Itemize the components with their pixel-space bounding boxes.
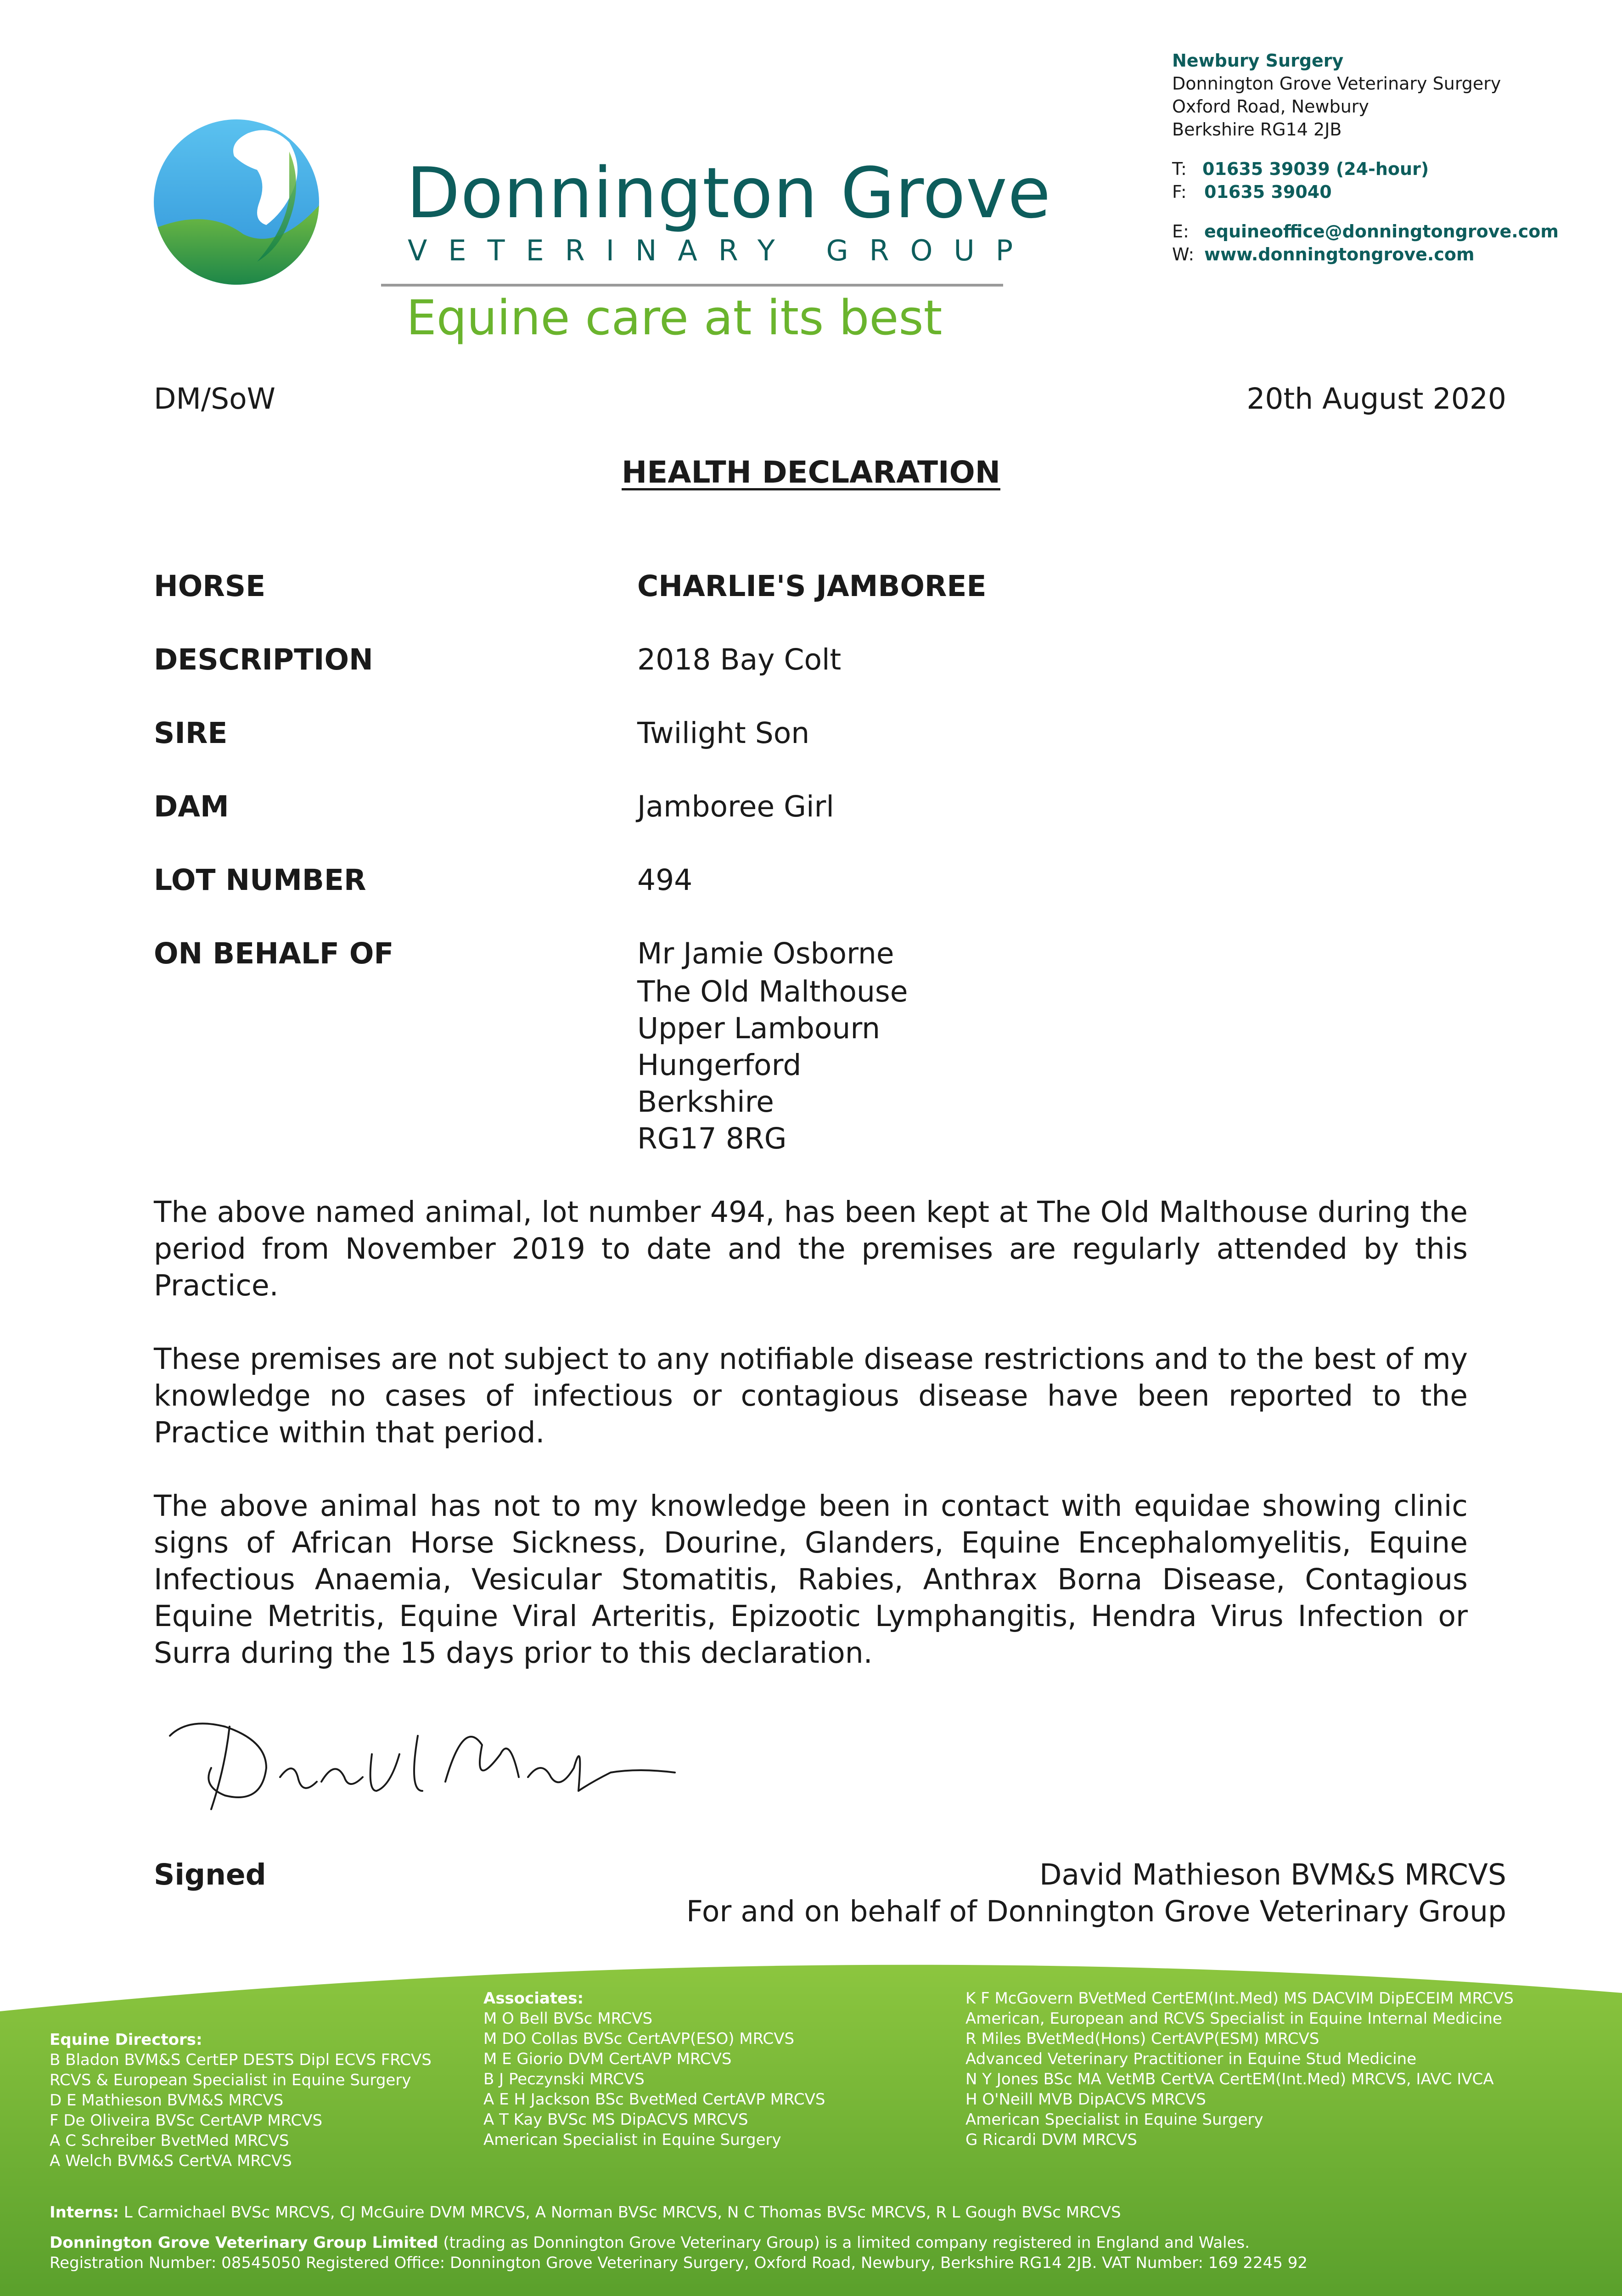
document-title-text: HEALTH DECLARATION (622, 455, 1000, 490)
brand-subtitle: VETERINARY GROUP (408, 234, 1034, 267)
footer-associate: M E Giorio DVM CertAVP MRCVS (483, 2050, 732, 2068)
reference: DM/SoW (154, 382, 275, 416)
website-link[interactable]: www.donningtongrove.com (1204, 244, 1475, 264)
brand-name: Donnington Grove (406, 152, 1051, 234)
footer-interns (50, 2202, 1121, 2223)
footer-associates-2 (965, 1988, 1514, 2150)
field-value-dam: Jamboree Girl (637, 790, 834, 823)
footer-company (50, 2233, 1250, 2253)
address-line: Oxford Road, Newbury (1172, 96, 1369, 117)
footer-company-name: Donnington Grove Veterinary Group Limited (50, 2234, 438, 2252)
footer-director: F De Oliveira BVSc CertAVP MRCVS (50, 2111, 323, 2130)
behalf-address-line: Hungerford (637, 1048, 802, 1082)
fax-number: 01635 39040 (1204, 182, 1332, 202)
letter-date: 20th August 2020 (1246, 382, 1506, 416)
declaration-paragraph: These premises are not subject to any notifiable disease restrictions and to the best of my knowledge no cases of infectious or contagious disease have been reported to the Practice within that period. (154, 1342, 1468, 1449)
address-line: Donnington Grove Veterinary Surgery (1172, 73, 1501, 94)
telephone-number: 01635 39039 (24-hour) (1202, 159, 1429, 179)
footer-registration: Registration Number: 08545050 Registered Office: Donnington Grove Veterinary Surgery, Oxford Road, Newbury, Berkshire RG14 2JB. VAT Number: 169 2245 92 (50, 2254, 1308, 2272)
signatory-behalf: For and on behalf of Donnington Grove Veterinary Group (686, 1895, 1506, 1928)
brand-tagline: Equine care at its best (406, 290, 943, 346)
signed-label: Signed (154, 1858, 266, 1891)
field-value-on-behalf-of: Mr Jamie Osborne (637, 937, 894, 970)
footer-associates (483, 1988, 825, 2150)
footer-associate: N Y Jones BSc MA VetMB CertVA CertEM(Int.Med) MRCVS, IAVC IVCA (965, 2070, 1494, 2088)
footer-associate: B J Peczynski MRCVS (483, 2070, 645, 2088)
footer-associate: A E H Jackson BSc BvetMed CertAVP MRCVS (483, 2090, 825, 2109)
field-value-horse: CHARLIE'S JAMBOREE (637, 569, 987, 603)
email (1172, 220, 1559, 242)
telephone-label: T: (1172, 159, 1187, 179)
behalf-address (637, 974, 908, 1157)
field-value-description: 2018 Bay Colt (637, 643, 842, 676)
footer-interns-list: L Carmichael BVSc MRCVS, CJ McGuire DVM MRCVS, A Norman BVSc MRCVS, N C Thomas BVSc MRCVS, R L Gough BVSc MRCVS (123, 2203, 1121, 2222)
footer-director: A Welch BVM&S CertVA MRCVS (50, 2152, 292, 2170)
footer-director: D E Mathieson BVM&S MRCVS (50, 2091, 284, 2110)
email-label: E: (1172, 221, 1189, 242)
document-title (0, 455, 1622, 490)
footer-associate: Advanced Veterinary Practitioner in Equine Stud Medicine (965, 2050, 1417, 2068)
fax-label: F: (1172, 182, 1187, 202)
field-label-dam: DAM (154, 790, 229, 823)
footer-associate: M DO Collas BVSc CertAVP(ESO) MRCVS (483, 2030, 795, 2048)
field-label-sire: SIRE (154, 716, 228, 750)
footer-directors-title: Equine Directors: (50, 2031, 202, 2049)
footer-associate: G Ricardi DVM MRCVS (965, 2131, 1137, 2149)
footer-associate: R Miles BVetMed(Hons) CertAVP(ESM) MRCVS (965, 2030, 1319, 2048)
field-label-horse: HORSE (154, 569, 266, 603)
field-label-on-behalf-of: ON BEHALF OF (154, 937, 394, 970)
email-address[interactable]: equineoffice@donningtongrove.com (1204, 221, 1559, 242)
footer-associate: American Specialist in Equine Surgery (483, 2131, 781, 2149)
footer-interns-label: Interns: (50, 2203, 119, 2222)
footer-associates-title: Associates: (483, 1989, 584, 2008)
footer-associate: American Specialist in Equine Surgery (965, 2110, 1263, 2129)
declaration-paragraph: The above animal has not to my knowledge been in contact with equidae showing clinic signs of African Horse Sickness, Dourine, Glanders, Equine Encephalomyelitis, Equine Infectious Anaemia, Vesicular Stomatitis, Rabies, Anthrax Borna Disease, Contagious Equine Metritis, Equine Viral Arteritis, Epizootic Lymphangitis, Hendra Virus Infection or Surra during the 15 days prior to this declaration. (154, 1489, 1468, 1670)
website (1172, 243, 1475, 265)
footer-associate: American, European and RCVS Specialist in Equine Internal Medicine (965, 2009, 1502, 2028)
footer-directors (50, 2030, 432, 2171)
website-label: W: (1172, 244, 1195, 264)
footer-associate: H O'Neill MVB DipACVS MRCVS (965, 2090, 1206, 2109)
field-value-sire: Twilight Son (637, 716, 810, 750)
field-label-description: DESCRIPTION (154, 643, 373, 676)
fax (1172, 181, 1332, 203)
declaration-paragraph: The above named animal, lot number 494, has been kept at The Old Malthouse during the period from November 2019 to date and the premises are regularly attended by this Practice. (154, 1195, 1468, 1302)
footer-associate: M O Bell BVSc MRCVS (483, 2009, 653, 2028)
footer-director: A C Schreiber BvetMed MRCVS (50, 2132, 289, 2150)
behalf-address-line: RG17 8RG (637, 1122, 787, 1155)
address-line: Berkshire RG14 2JB (1172, 119, 1342, 140)
footer-associate: A T Kay BVSc MS DipACVS MRCVS (483, 2110, 748, 2129)
behalf-address-line: Upper Lambourn (637, 1012, 881, 1045)
behalf-address-line: The Old Malthouse (637, 975, 908, 1008)
behalf-address-line: Berkshire (637, 1085, 774, 1119)
footer-company-text: (trading as Donnington Grove Veterinary Group) is a limited company registered in England and Wales. (438, 2234, 1250, 2252)
field-label-lot-number: LOT NUMBER (154, 863, 366, 897)
donnington-grove-logo-icon (152, 115, 335, 285)
surgery-name: Newbury Surgery (1172, 51, 1344, 71)
telephone (1172, 158, 1429, 180)
brand-divider (381, 284, 1003, 287)
signatory-name: David Mathieson BVM&S MRCVS (1039, 1858, 1506, 1891)
footer-associate: K F McGovern BVetMed CertEM(Int.Med) MS DACVIM DipECEIM MRCVS (965, 1989, 1514, 2008)
footer-director: RCVS & European Specialist in Equine Surgery (50, 2071, 411, 2089)
footer-director: B Bladon BVM&S CertEP DESTS Dipl ECVS FRCVS (50, 2051, 432, 2069)
field-value-lot-number: 494 (637, 863, 693, 897)
handwritten-signature (161, 1699, 689, 1818)
